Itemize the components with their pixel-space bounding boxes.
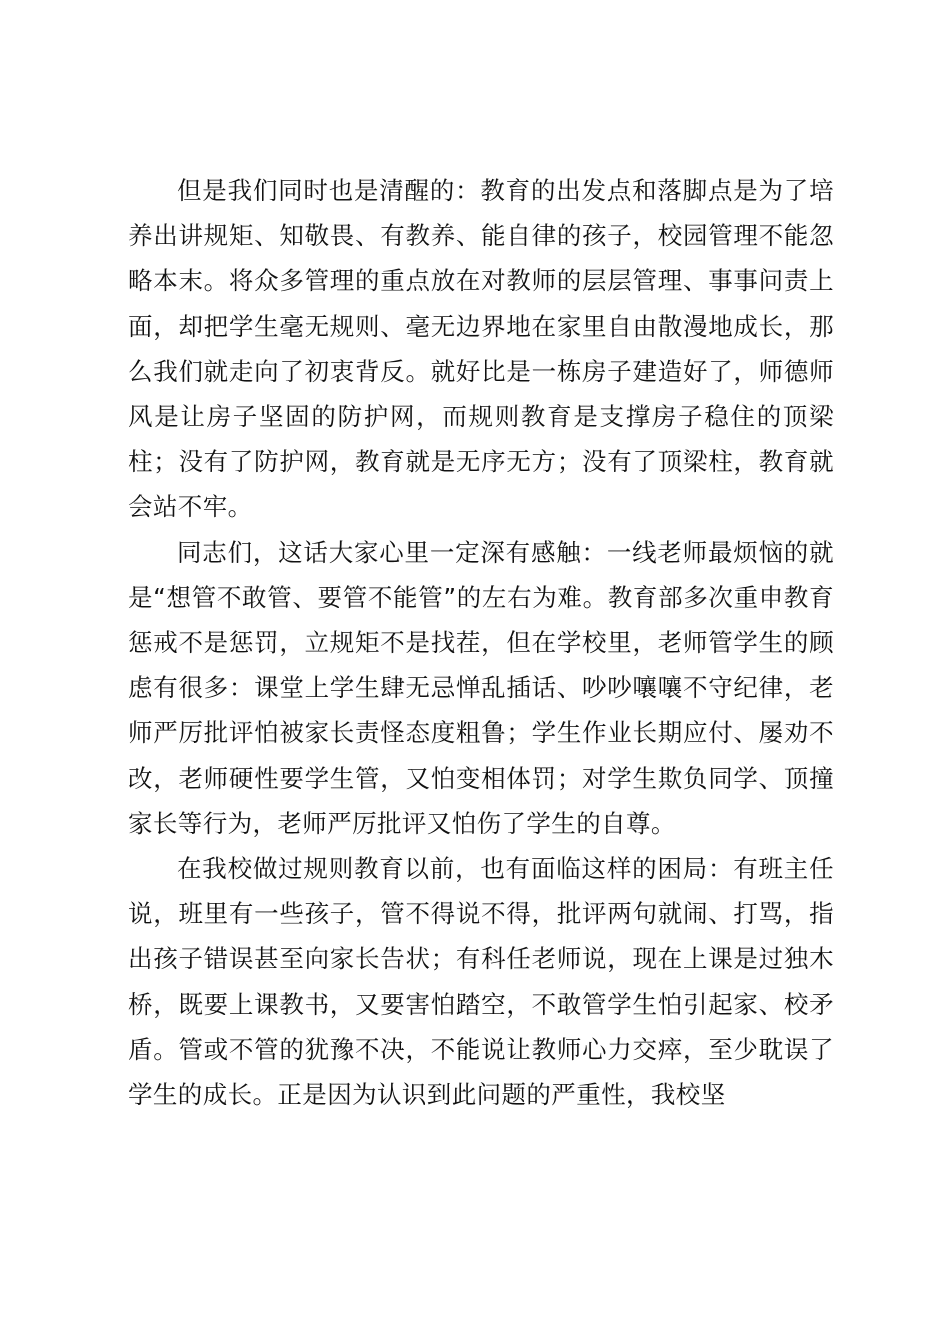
paragraph-3: 在我校做过规则教育以前，也有面临这样的困局：有班主任说，班里有一些孩子，管不得说不得，批评两句就闹、打骂，指出孩子错误甚至向家长告状；有科任老师说，现在上课是过独木桥，既要上课教书，又要害怕踏空，不敢管学生怕引起家、校矛盾。管或不管的犹豫不决，不能说让教师心力交瘁，至少耽误了学生的成长。正是因为认识到此问题的严重性，我校坚 (128, 854, 834, 1110)
paragraph-2: 同志们，这话大家心里一定深有感触：一线老师最烦恼的就是“想管不敢管、要管不能管”的左右为难。教育部多次重申教育惩戒不是惩罚，立规矩不是找茬，但在学校里，老师管学生的顾虑有很多：课堂上学生肆无忌惮乱插话、吵吵嚷嚷不守纪律，老师严厉批评怕被家长责怪态度粗鲁；学生作业长期应付、屡劝不改，老师硬性要学生管，又怕变相体罚；对学生欺负同学、顶撞家长等行为，老师严厉批评又怕伤了学生的自尊。 (128, 537, 834, 838)
document-body (128, 168, 834, 1117)
paragraph-1: 但是我们同时也是清醒的：教育的出发点和落脚点是为了培养出讲规矩、知敬畏、有教养、能自律的孩子，校园管理不能忽略本末。将众多管理的重点放在对教师的层层管理、事事问责上面，却把学生毫无规则、毫无边界地在家里自由散漫地成长，那么我们就走向了初衷背反。就好比是一栋房子建造好了，师德师风是让房子坚固的防护网，而规则教育是支撑房子稳住的顶梁柱；没有了防护网，教育就是无序无方；没有了顶梁柱，教育就会站不牢。 (128, 176, 834, 522)
